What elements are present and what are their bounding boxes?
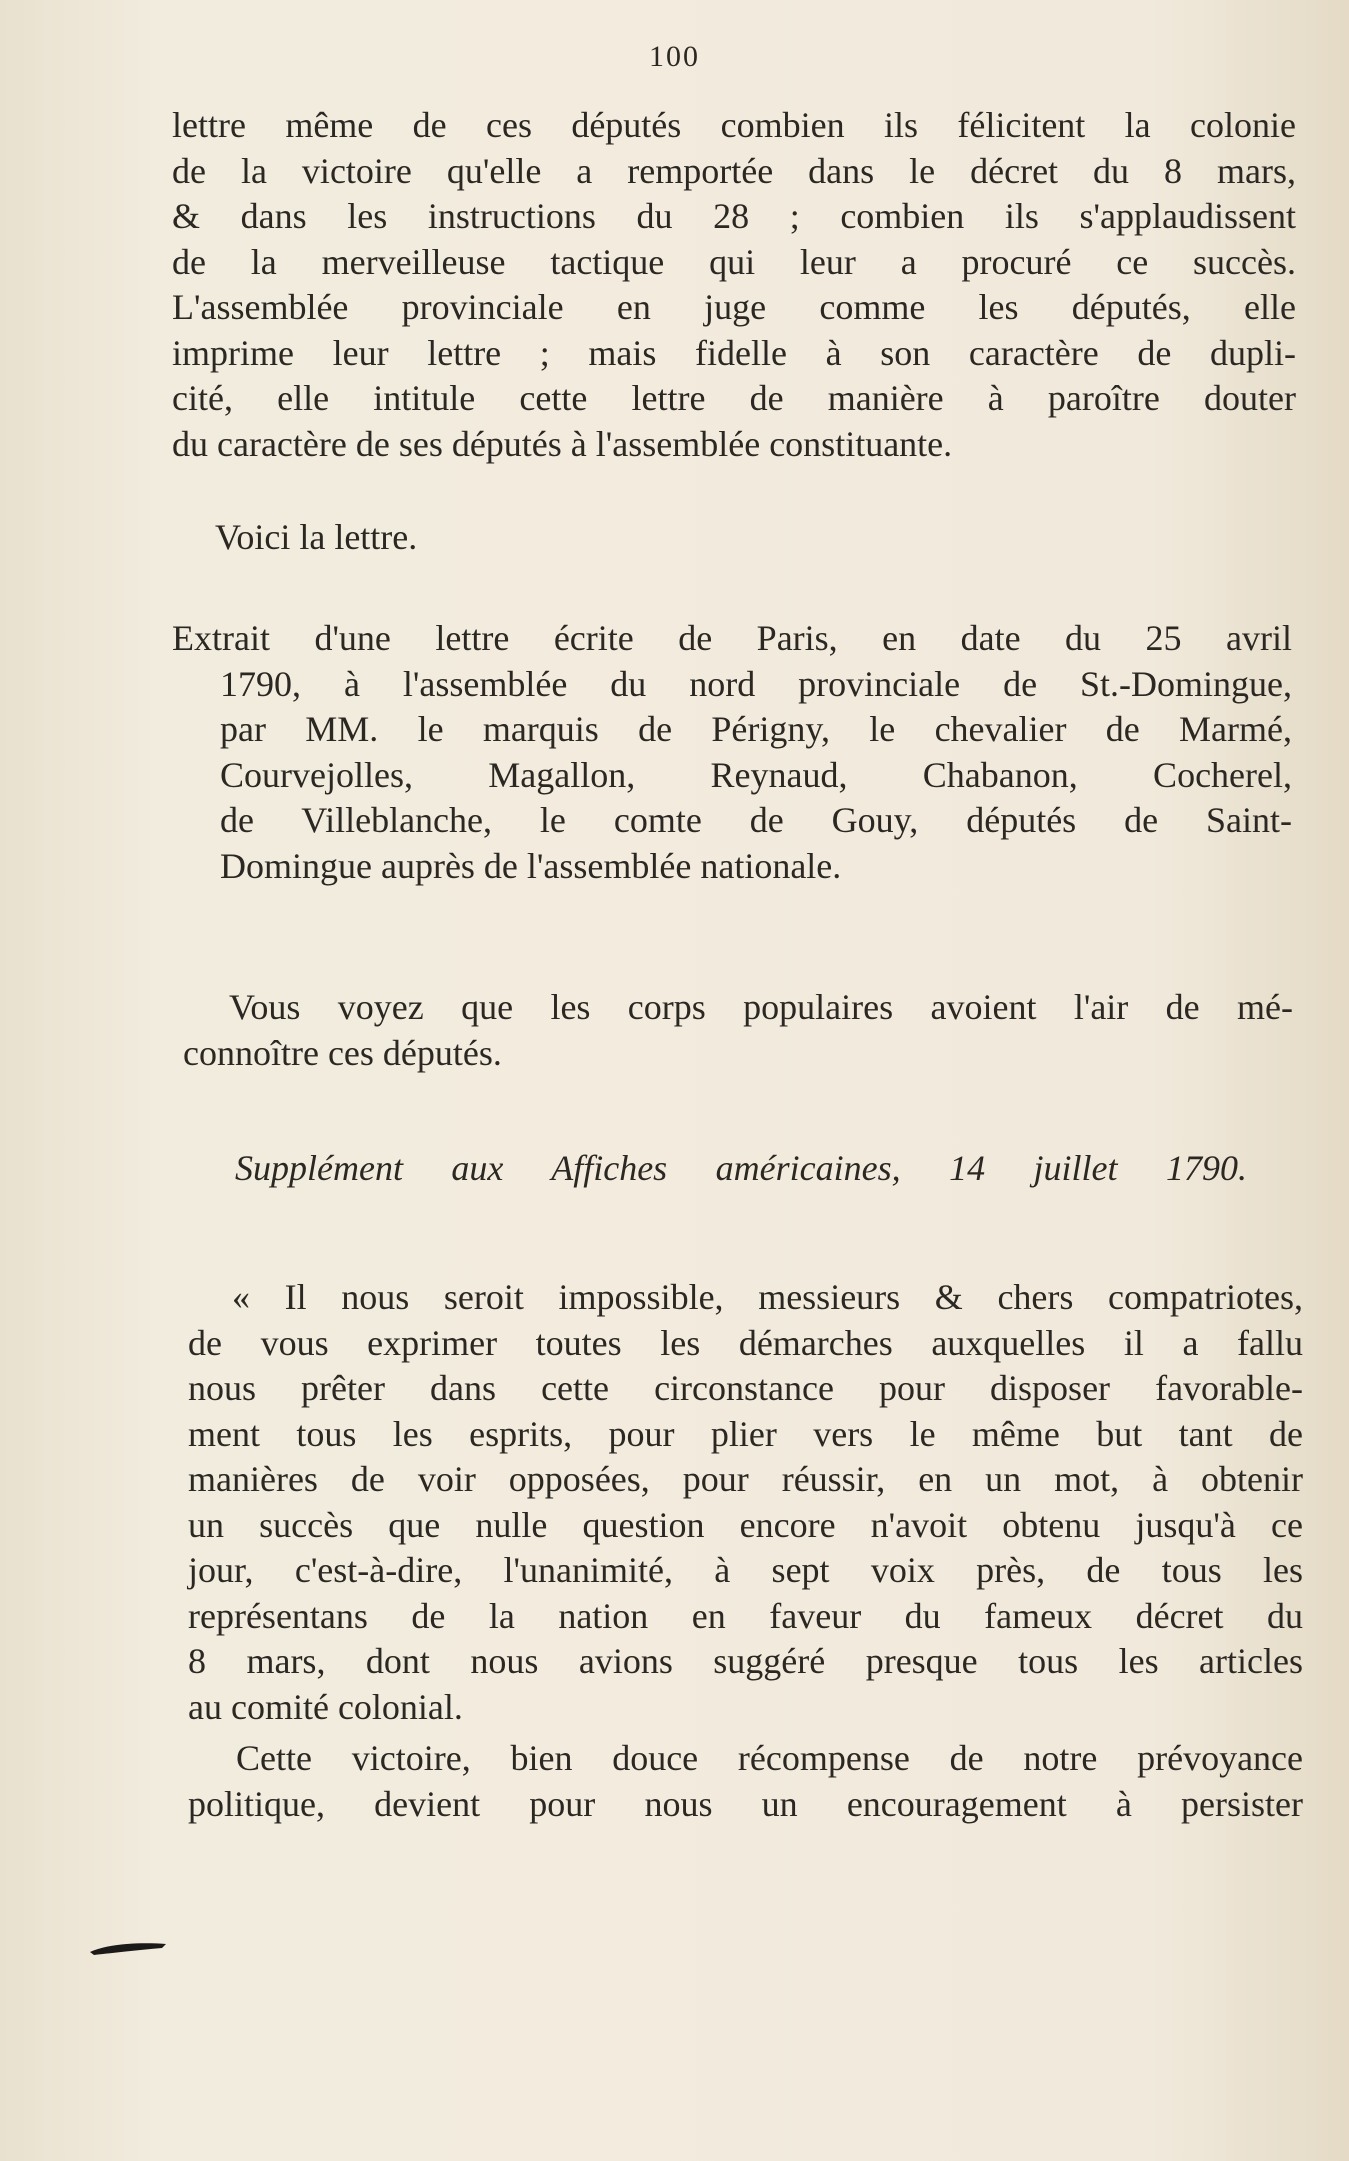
text-line: Extrait d'une lettre écrite de Paris, en date du 25 avril <box>172 618 1292 658</box>
text-line: nous prêter dans cette circonstance pour disposer favorable- <box>188 1368 1303 1408</box>
page-number: 100 <box>649 40 700 73</box>
text-line: « Il nous seroit impossible, messieurs & chers compatriotes, <box>232 1277 1303 1317</box>
paragraph-vous-voyez <box>183 985 1293 1076</box>
text-line: Courvejolles, Magallon, Reynaud, Chabanon, Cocherel, <box>220 754 1292 795</box>
ink-smudge <box>88 1940 168 1956</box>
text-line: jour, c'est-à-dire, l'unanimité, à sept voix près, de tous les <box>188 1550 1303 1590</box>
text-line: Vous voyez que les corps populaires avoient l'air de mé- <box>229 987 1293 1027</box>
paragraph-cette-victoire <box>188 1736 1303 1827</box>
text-line: par MM. le marquis de Périgny, le chevalier de Marmé, <box>220 709 1292 749</box>
text-line: de la merveilleuse tactique qui leur a procuré ce succès. <box>172 241 1296 282</box>
text-line: & dans les instructions du 28 ; combien ils s'applaudissent <box>172 196 1296 236</box>
text-line: manières de voir opposées, pour réussir, en un mot, à obtenir <box>188 1459 1303 1499</box>
paragraph-voici <box>215 515 815 561</box>
text-line: politique, devient pour nous un encouragement à persister <box>188 1783 1303 1824</box>
text-line: Domingue auprès de l'assemblée nationale. <box>220 845 842 886</box>
text-line: au comité colonial. <box>188 1686 463 1727</box>
text-line: ment tous les esprits, pour plier vers le même but tant de <box>188 1413 1303 1454</box>
text-line: L'assemblée provinciale en juge comme les députés, elle <box>172 287 1296 327</box>
text-line: de la victoire qu'elle a remportée dans le décret du 8 mars, <box>172 150 1296 191</box>
text-line: du caractère de ses députés à l'assemblée constituante. <box>172 423 953 464</box>
text-line: de Villeblanche, le comte de Gouy, députés de Saint- <box>220 800 1292 840</box>
text-line: Supplément aux Affiches américaines, 14 juillet 1790. <box>235 1148 1247 1188</box>
text-line: 1790, à l'assemblée du nord provinciale de St.-Domingue, <box>220 663 1292 704</box>
text-line: cité, elle intitule cette lettre de manière à paroître douter <box>172 378 1296 418</box>
paragraph-supplement-title <box>235 1146 1247 1192</box>
text-line: imprime leur lettre ; mais fidelle à son caractère de dupli- <box>172 332 1296 373</box>
text-line: de vous exprimer toutes les démarches auxquelles il a fallu <box>188 1322 1303 1363</box>
text-line: Voici la lettre. <box>215 517 418 557</box>
text-line: Cette victoire, bien douce récompense de notre prévoyance <box>236 1738 1303 1778</box>
paragraph-extrait-heading <box>172 616 1292 889</box>
paragraph-intro <box>172 103 1296 467</box>
text-line: lettre même de ces députés combien ils félicitent la colonie <box>172 105 1296 145</box>
text-line: connoître ces députés. <box>183 1032 502 1073</box>
text-line: un succès que nulle question encore n'avoit obtenu jusqu'à ce <box>188 1504 1303 1545</box>
text-line: 8 mars, dont nous avions suggéré presque tous les articles <box>188 1641 1303 1681</box>
paragraph-quotation <box>188 1275 1303 1730</box>
text-line: représentans de la nation en faveur du fameux décret du <box>188 1595 1303 1636</box>
